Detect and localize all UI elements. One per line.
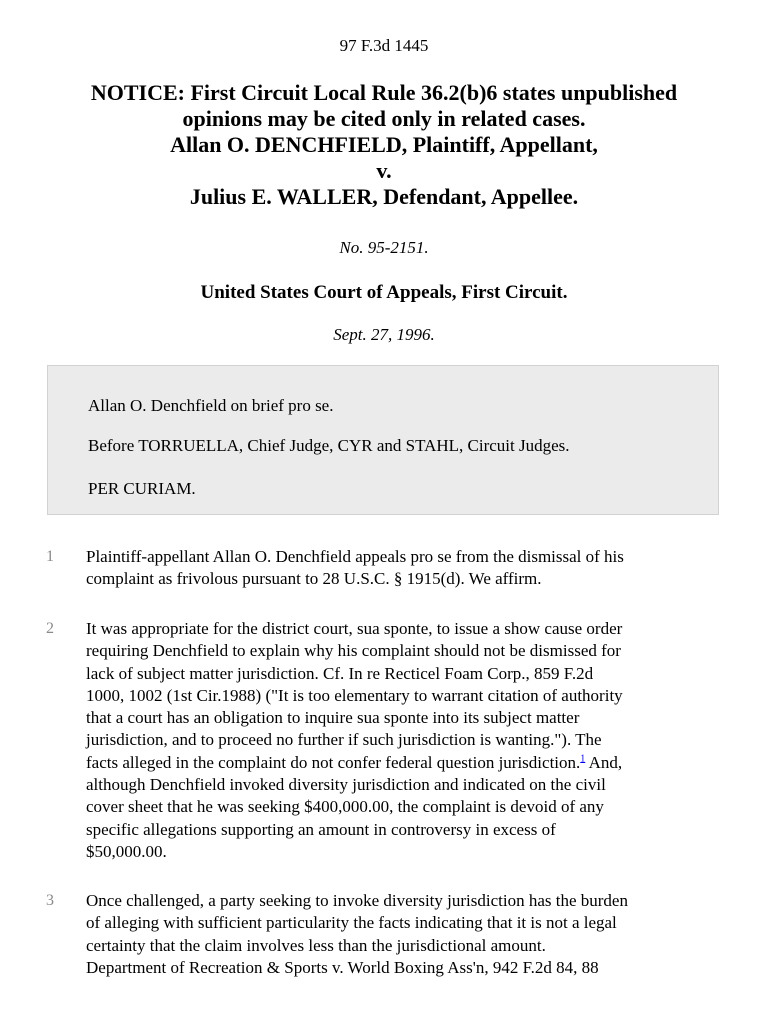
case-citation: 97 F.3d 1445 [339,36,429,55]
paragraph-line: Department of Recreation & Sports v. World Boxing Ass'n, 942 F.2d 84, 88 [86,957,599,977]
paragraph-line: $50,000.00. [86,841,167,861]
paragraph-line: lack of subject matter jurisdiction. Cf. In re Recticel Foam Corp., 859 F.2d [86,663,594,683]
paragraph-line: of alleging with sufficient particularity the facts indicating that it is not a legal [86,913,617,933]
notice-line-2: opinions may be cited only in related cases. [182,106,586,131]
paragraph-line: cover sheet that he was seeking $400,000.00, the complaint is devoid of any [86,797,604,817]
paragraph-line: It was appropriate for the district court, sua sponte, to issue a show cause order [86,619,623,638]
paragraph-line: that a court has an obligation to inquire sua sponte into its subject matter [86,708,580,728]
defendant-line: Julius E. WALLER, Defendant, Appellee. [189,184,579,209]
footnote-link[interactable]: 1 [580,753,586,765]
paragraph-line: facts alleged in the complaint do not confer federal question jurisdiction. [86,752,581,772]
decision-date: Sept. 27, 1996. [333,325,435,344]
paragraph-line-with-footnote [86,752,726,774]
paragraph-line-tail: And, [585,752,623,772]
panel-line: Before TORRUELLA, Chief Judge, CYR and STAHL, Circuit Judges. [88,436,570,455]
counsel-box [47,365,719,515]
paragraph-line: certainty that the claim involves less than the jurisdictional amount. [86,935,546,955]
court-name: United States Court of Appeals, First Circuit. [200,282,568,303]
counsel-line: Allan O. Denchfield on brief pro se. [88,396,334,415]
paragraph-line: 1000, 1002 (1st Cir.1988) ("It is too elementary to warrant citation of authority [86,685,623,705]
paragraph-line: although Denchfield invoked diversity jurisdiction and indicated on the civil [86,775,606,795]
notice-line-1: NOTICE: First Circuit Local Rule 36.2(b)6 states unpublished [90,80,678,105]
paragraph-line: jurisdiction, and to proceed no further if such jurisdiction is wanting."). The [86,730,602,750]
paragraph-number: 1 [46,548,54,565]
versus-line: v. [376,158,392,183]
docket-number: No. 95-2151. [339,238,429,257]
plaintiff-line: Allan O. DENCHFIELD, Plaintiff, Appellant, [170,132,598,157]
paragraph-number: 2 [46,620,54,637]
per-curiam-line: PER CURIAM. [88,479,196,498]
paragraph-text [86,546,726,591]
case-heading [0,80,768,210]
paragraph-line: specific allegations supporting an amount in controversy in excess of [86,819,556,839]
paragraph-number: 3 [46,892,54,909]
paragraph-text [86,618,726,863]
paragraph-line: complaint as frivolous pursuant to 28 U.S.C. § 1915(d). We affirm. [86,569,542,589]
paragraph-line: Plaintiff-appellant Allan O. Denchfield appeals pro se from the dismissal of his [86,547,624,566]
paragraph-line: requiring Denchfield to explain why his complaint should not be dismissed for [86,641,621,661]
paragraph-text [86,890,726,979]
paragraph-line: Once challenged, a party seeking to invoke diversity jurisdiction has the burden [86,891,628,910]
